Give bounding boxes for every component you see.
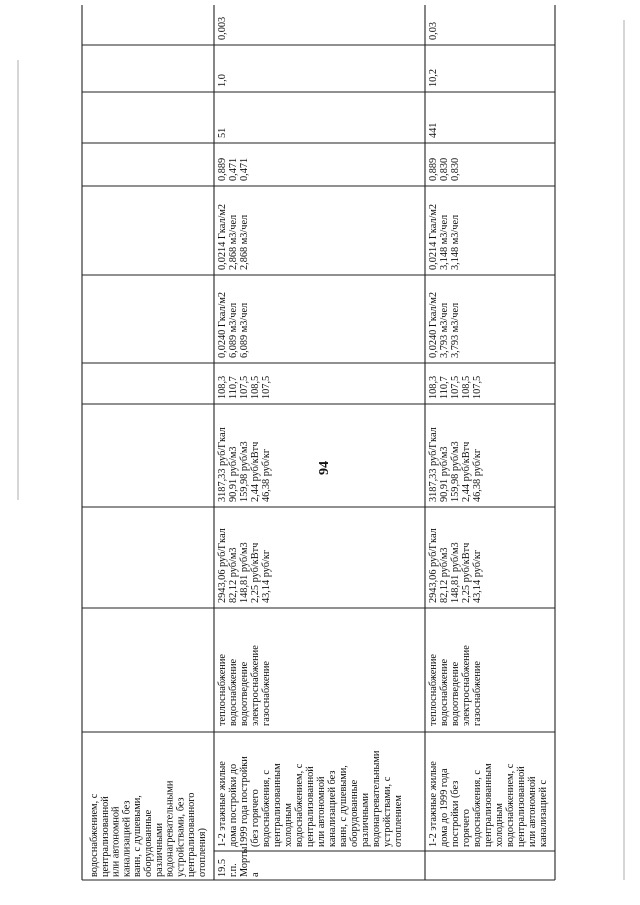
svg-text:теплоснабжение: теплоснабжение bbox=[428, 654, 439, 726]
text-line: отопления) bbox=[197, 828, 208, 877]
text-line: устройствами, без bbox=[175, 797, 187, 877]
svg-text:дома до 1999 года: дома до 1999 года bbox=[439, 768, 450, 847]
svg-text:0,889: 0,889 bbox=[428, 157, 439, 181]
svg-text:0,0214 Гкал/м2: 0,0214 Гкал/м2 bbox=[428, 203, 439, 270]
svg-text:водонагревательными: водонагревательными bbox=[371, 750, 382, 847]
svg-text:46,38 руб/кг: 46,38 руб/кг bbox=[261, 448, 272, 502]
svg-text:электроснабжение: электроснабжение bbox=[250, 645, 261, 726]
svg-text:51: 51 bbox=[217, 127, 228, 138]
svg-text:электроснабжение: электроснабжение bbox=[461, 645, 472, 726]
value-cell-3 bbox=[428, 22, 439, 40]
svg-text:централизованным: централизованным bbox=[272, 763, 283, 847]
svg-text:0,03: 0,03 bbox=[428, 21, 439, 40]
svg-text:1999 года постройки: 1999 года постройки bbox=[239, 756, 250, 847]
svg-text:постройки (без: постройки (без bbox=[450, 780, 461, 847]
svg-text:108,3: 108,3 bbox=[217, 375, 228, 399]
svg-text:водоснабжение: водоснабжение bbox=[439, 658, 450, 726]
text-line: ванн, с душевыми, bbox=[132, 795, 144, 877]
text-line: водонагревательными bbox=[164, 780, 176, 877]
svg-text:82,12 руб/м3: 82,12 руб/м3 bbox=[439, 547, 450, 603]
svg-text:2943,06 руб/Гкал: 2943,06 руб/Гкал bbox=[217, 528, 228, 603]
svg-text:43,14 руб/кг: 43,14 руб/кг bbox=[261, 549, 272, 603]
svg-text:159,98 руб/м3: 159,98 руб/м3 bbox=[450, 441, 461, 502]
text-line: различными bbox=[153, 822, 165, 877]
row-number bbox=[217, 859, 228, 877]
svg-text:или автономной: или автономной bbox=[316, 776, 327, 847]
svg-text:46,38 руб/кг: 46,38 руб/кг bbox=[472, 448, 483, 502]
svg-text:0,0214 Гкал/м2: 0,0214 Гкал/м2 bbox=[217, 203, 228, 270]
svg-text:(без горячего: (без горячего bbox=[250, 789, 261, 847]
svg-text:3,793 м3/чел: 3,793 м3/чел bbox=[450, 302, 461, 358]
svg-text:централизованным: централизованным bbox=[483, 763, 494, 847]
svg-text:ванн, с душевыми,: ванн, с душевыми, bbox=[338, 765, 349, 847]
svg-text:горячего: горячего bbox=[461, 809, 472, 847]
svg-text:110,7: 110,7 bbox=[228, 376, 239, 399]
svg-text:19.5: 19.5 bbox=[217, 858, 228, 877]
svg-text:107,5: 107,5 bbox=[261, 375, 272, 399]
svg-text:канализацией без: канализацией без bbox=[327, 770, 338, 847]
svg-text:108,5: 108,5 bbox=[250, 375, 261, 399]
svg-text:3,793 м3/чел: 3,793 м3/чел bbox=[439, 302, 450, 358]
value-cell-1 bbox=[428, 123, 439, 138]
svg-text:дома постройки до: дома постройки до bbox=[228, 763, 239, 847]
svg-text:110,7: 110,7 bbox=[439, 376, 450, 399]
svg-text:159,98 руб/м3: 159,98 руб/м3 bbox=[239, 441, 250, 502]
svg-text:оборудованные: оборудованные bbox=[349, 779, 360, 847]
svg-text:1-2 этажные жилые: 1-2 этажные жилые bbox=[217, 761, 228, 847]
svg-text:148,81 руб/м3: 148,81 руб/м3 bbox=[450, 542, 461, 603]
svg-text:441: 441 bbox=[428, 122, 439, 138]
svg-text:2,868 м3/чел: 2,868 м3/чел bbox=[239, 214, 250, 270]
svg-text:0,830: 0,830 bbox=[439, 157, 450, 181]
svg-text:90,91 руб/м3: 90,91 руб/м3 bbox=[228, 446, 239, 502]
value-cell-2 bbox=[428, 69, 439, 87]
svg-text:2,44 руб/кВтч: 2,44 руб/кВтч bbox=[461, 441, 472, 502]
svg-text:устройствами, с: устройствами, с bbox=[382, 776, 393, 847]
svg-text:2943,06 руб/Гкал: 2943,06 руб/Гкал bbox=[428, 528, 439, 603]
svg-text:82,12 руб/м3: 82,12 руб/м3 bbox=[228, 547, 239, 603]
svg-text:0,003: 0,003 bbox=[217, 16, 228, 40]
svg-text:107,5: 107,5 bbox=[239, 375, 250, 399]
svg-text:148,81 руб/м3: 148,81 руб/м3 bbox=[239, 542, 250, 603]
text-line: централизованного bbox=[186, 792, 198, 877]
text-line: канализацией без bbox=[121, 800, 133, 877]
svg-text:6,089 м3/чел: 6,089 м3/чел bbox=[228, 302, 239, 358]
svg-text:а: а bbox=[250, 872, 261, 877]
coef-cell bbox=[217, 158, 250, 181]
svg-text:водоснабжение: водоснабжение bbox=[228, 658, 239, 726]
index-cell bbox=[428, 376, 483, 399]
index-cell bbox=[217, 376, 272, 399]
svg-text:водоснабжения, с: водоснабжения, с bbox=[472, 770, 483, 847]
coef-cell bbox=[428, 158, 461, 181]
svg-text:3,148 м3/чел: 3,148 м3/чел bbox=[439, 214, 450, 270]
svg-text:или автономной: или автономной bbox=[527, 776, 538, 847]
svg-text:1-2 этажные жилые: 1-2 этажные жилые bbox=[428, 761, 439, 847]
svg-text:0,471: 0,471 bbox=[228, 157, 239, 181]
svg-text:водоснабжением, с: водоснабжением, с bbox=[294, 763, 305, 847]
svg-text:холодным: холодным bbox=[283, 803, 294, 847]
svg-text:3187,33 руб/Гкал: 3187,33 руб/Гкал bbox=[428, 427, 439, 502]
svg-text:108,5: 108,5 bbox=[461, 375, 472, 399]
svg-text:3,148 м3/чел: 3,148 м3/чел bbox=[450, 214, 461, 270]
svg-text:централизованной: централизованной bbox=[516, 766, 527, 847]
value-cell-1 bbox=[217, 128, 228, 138]
svg-text:2,868 м3/чел: 2,868 м3/чел bbox=[228, 214, 239, 270]
svg-text:2,25 руб/кВтч: 2,25 руб/кВтч bbox=[250, 542, 261, 603]
value-cell-3 bbox=[217, 17, 228, 40]
text-line: централизованной bbox=[99, 796, 111, 877]
svg-text:0,0240 Гкал/м2: 0,0240 Гкал/м2 bbox=[428, 291, 439, 358]
svg-text:0,889: 0,889 bbox=[217, 157, 228, 181]
svg-text:теплоснабжение: теплоснабжение bbox=[217, 654, 228, 726]
svg-text:0,471: 0,471 bbox=[239, 157, 250, 181]
svg-text:централизованной: централизованной bbox=[305, 766, 316, 847]
svg-text:0,830: 0,830 bbox=[450, 157, 461, 181]
svg-text:90,91 руб/м3: 90,91 руб/м3 bbox=[439, 446, 450, 502]
svg-text:10,2: 10,2 bbox=[428, 68, 439, 87]
text-line: оборудованные bbox=[143, 809, 154, 877]
value-cell-2 bbox=[217, 74, 228, 87]
svg-text:2,44 руб/кВтч: 2,44 руб/кВтч bbox=[250, 441, 261, 502]
svg-text:различными: различными bbox=[360, 792, 371, 847]
svg-text:108,3: 108,3 bbox=[428, 375, 439, 399]
svg-text:канализацией с: канализацией с bbox=[538, 779, 549, 847]
svg-text:водоотведение: водоотведение bbox=[450, 661, 461, 726]
svg-text:43,14 руб/кг: 43,14 руб/кг bbox=[472, 549, 483, 603]
text-line: или автономной bbox=[110, 806, 122, 877]
svg-text:2,25 руб/кВтч: 2,25 руб/кВтч bbox=[461, 542, 472, 603]
svg-text:107,5: 107,5 bbox=[472, 375, 483, 399]
svg-text:6,089 м3/чел: 6,089 м3/чел bbox=[239, 302, 250, 358]
svg-text:Морты: Морты bbox=[239, 846, 250, 877]
svg-text:г.п.: г.п. bbox=[228, 863, 239, 877]
text-line: водоснабжением, с bbox=[89, 793, 100, 877]
page-number: 94 bbox=[317, 461, 332, 475]
svg-text:водоотведение: водоотведение bbox=[239, 661, 250, 726]
svg-text:3187,33 руб/Гкал: 3187,33 руб/Гкал bbox=[217, 427, 228, 502]
svg-text:отоплением: отоплением bbox=[393, 795, 404, 847]
svg-text:1,0: 1,0 bbox=[217, 74, 228, 87]
svg-text:газоснабжение: газоснабжение bbox=[261, 661, 272, 726]
svg-text:водоснабжения, с: водоснабжения, с bbox=[261, 770, 272, 847]
svg-text:0,0240 Гкал/м2: 0,0240 Гкал/м2 bbox=[217, 291, 228, 358]
svg-text:холодным: холодным bbox=[494, 803, 505, 847]
svg-text:водоснабжением, с: водоснабжением, с bbox=[505, 763, 516, 847]
svg-text:газоснабжение: газоснабжение bbox=[472, 661, 483, 726]
svg-text:107,5: 107,5 bbox=[450, 375, 461, 399]
